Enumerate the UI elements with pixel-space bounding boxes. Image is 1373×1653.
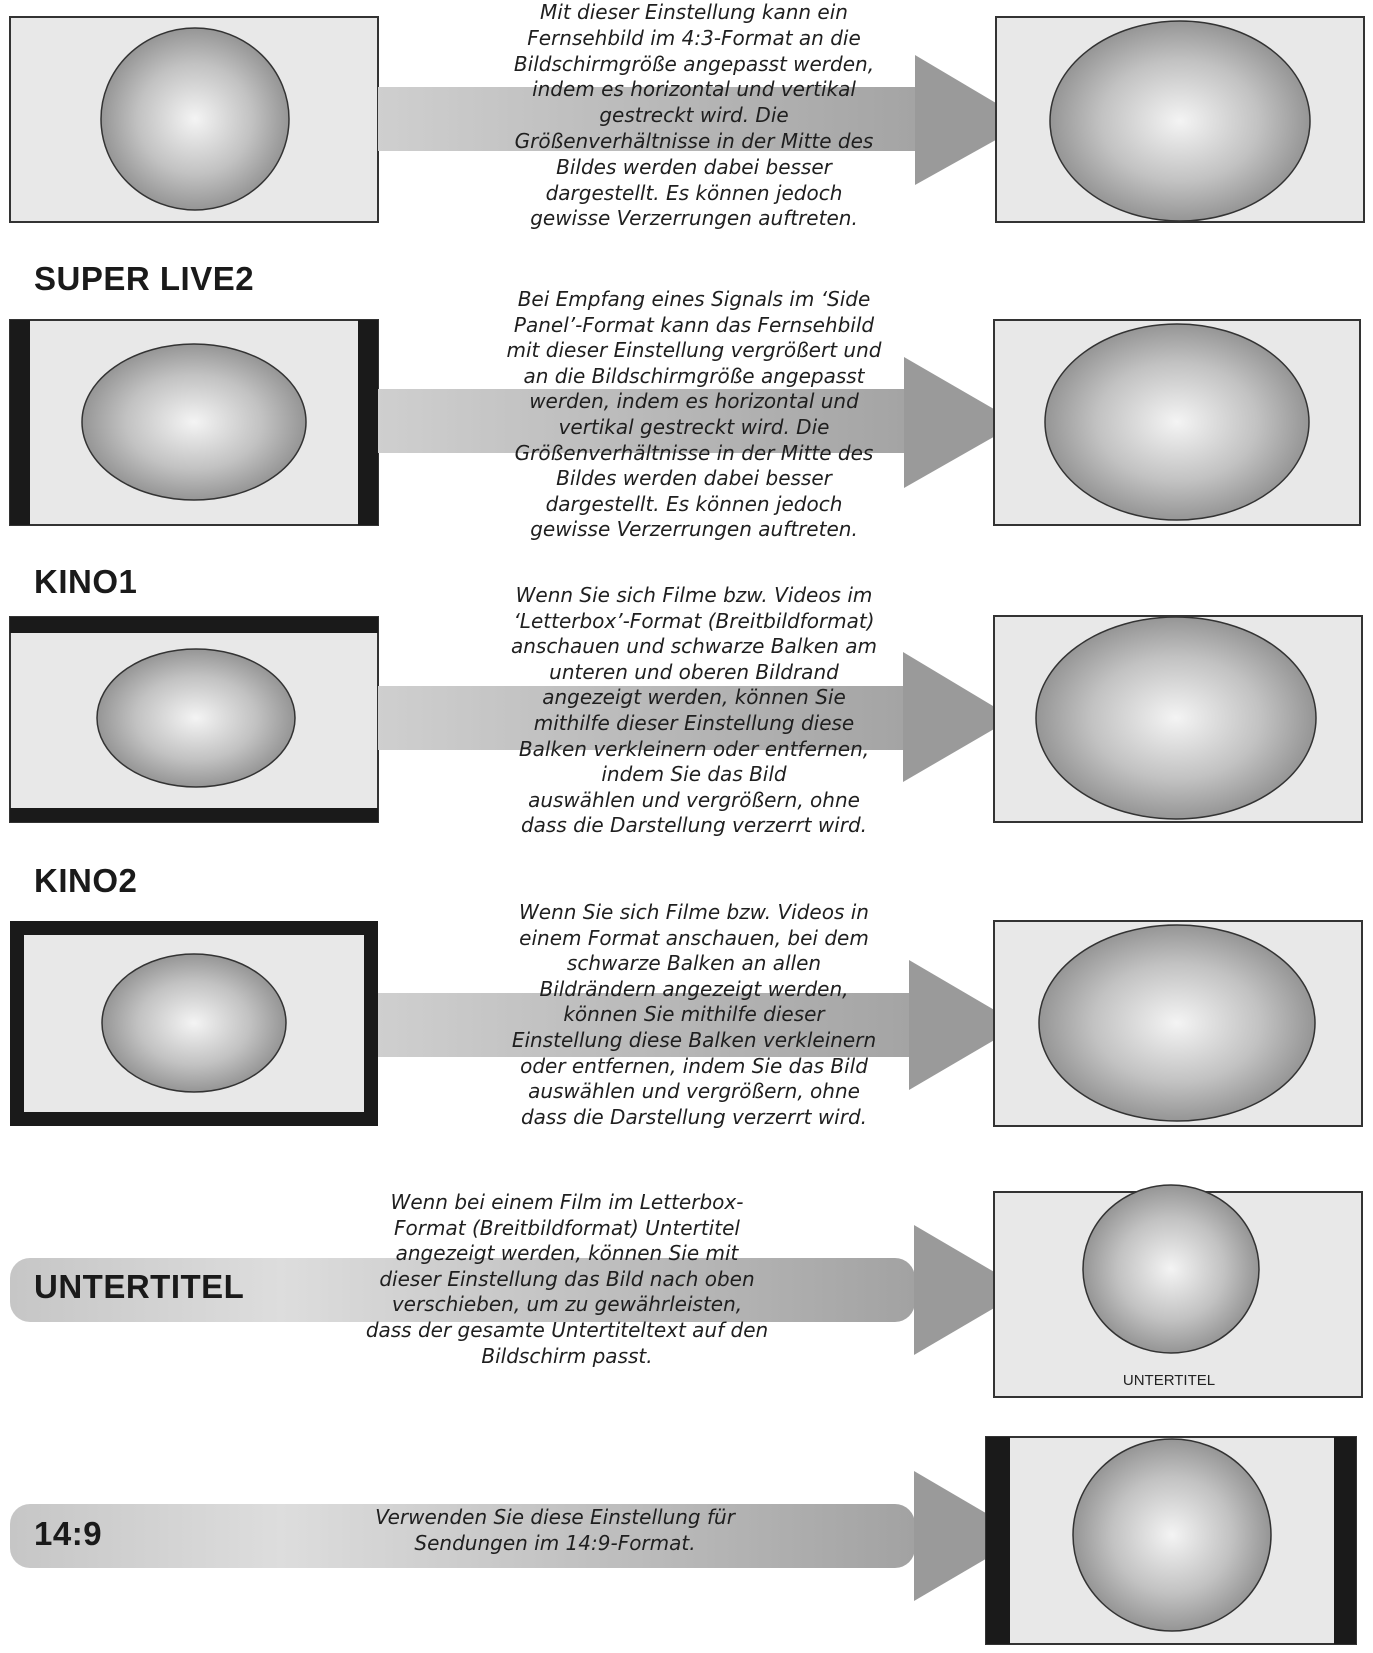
picture-ellipse xyxy=(1039,925,1315,1121)
picture-ellipse xyxy=(1036,617,1316,819)
side-bar-right xyxy=(358,320,378,525)
letterbox-bar-top xyxy=(10,617,378,633)
picture-ellipse xyxy=(102,954,286,1092)
picture-ellipse xyxy=(1083,1185,1259,1353)
letterbox-bar-bottom xyxy=(10,808,378,822)
row1-description: Mit dieser Einstellung kann ein Fernsehbild im 4:3-Format an die Bildschirmgröße angepasst werden, indem es horizontal und vertikal gestreckt wird. Die Größenverhältnisse in der Mitte des Bildes werden dabei besser dargestellt. Es können jedoch gewisse Verzerrungen auftreten. xyxy=(513,0,875,231)
side-bar-left xyxy=(986,1437,1010,1644)
untertitel-result-screen xyxy=(994,1185,1362,1397)
untertitel-label: UNTERTITEL xyxy=(34,1268,245,1305)
kino2-source-screen xyxy=(10,921,378,1126)
picture-ellipse xyxy=(1050,21,1310,221)
picture-ellipse xyxy=(1073,1439,1271,1631)
side-bar-right xyxy=(1334,1437,1356,1644)
ratio-14-9-result-screen xyxy=(986,1437,1356,1644)
side-bar-left xyxy=(10,320,30,525)
super-live2-source-screen xyxy=(10,320,378,525)
kino1-description: Wenn Sie sich Filme bzw. Videos im ‘Letterbox’-Format (Breitbildformat) anschauen und schwarze Balken am unteren und oberen Bildrand angezeigt werden, können Sie mithilfe dieser Einstellung diese Balken verkleinern oder entfernen, indem Sie das Bild auswählen und vergrößern, ohne dass die Darstellung verzerrt wird. xyxy=(511,583,877,838)
kino1-source-screen xyxy=(10,617,378,822)
ratio-14-9-label: 14:9 xyxy=(34,1515,103,1552)
kino1-result-screen xyxy=(994,616,1362,822)
untertitel-description: Wenn bei einem Film im Letterbox- Format (Breitbildformat) Untertitel angezeigt werden, können Sie mit dieser Einstellung das Bild nach oben verschieben, um zu gewährleisten, dass der gesamte Untertiteltext auf den Bildschirm passt. xyxy=(365,1190,769,1368)
kino2-result-screen xyxy=(994,921,1362,1126)
super-live2-result-screen xyxy=(994,320,1360,525)
picture-ellipse xyxy=(97,649,295,787)
picture-ellipse xyxy=(82,344,306,500)
super-live2-description: Bei Empfang eines Signals im ‘Side Panel’-Format kann das Fernsehbild mit dieser Einstellung vergrößert und an die Bildschirmgröße angepasst werden, indem es horizontal und vertikal gestreckt wird. Die Größenverhältnisse in der Mitte des Bildes werden dabei besser dargestellt. Es können jedoch gewisse Verzerrungen auftreten. xyxy=(506,287,882,542)
picture-ellipse xyxy=(1045,324,1309,520)
kino2-description: Wenn Sie sich Filme bzw. Videos in einem Format anschauen, bei dem schwarze Balken an allen Bildrändern angezeigt werden, können Sie mithilfe dieser Einstellung diese Balken verkleinern oder entfernen, indem Sie das Bild auswählen und vergrößern, ohne dass die Darstellung verzerrt wird. xyxy=(511,900,877,1129)
row1-result-screen xyxy=(996,17,1364,222)
super-live2-label: SUPER LIVE2 xyxy=(34,260,255,297)
untertitel-screen-label: UNTERTITEL xyxy=(1122,1372,1216,1389)
kino2-label: KINO2 xyxy=(34,862,138,899)
ratio-14-9-description: Verwenden Sie diese Einstellung für Sendungen im 14:9-Format. xyxy=(375,1505,735,1555)
row1-source-screen xyxy=(10,17,378,222)
kino1-label: KINO1 xyxy=(34,563,138,600)
picture-ellipse xyxy=(101,28,289,210)
